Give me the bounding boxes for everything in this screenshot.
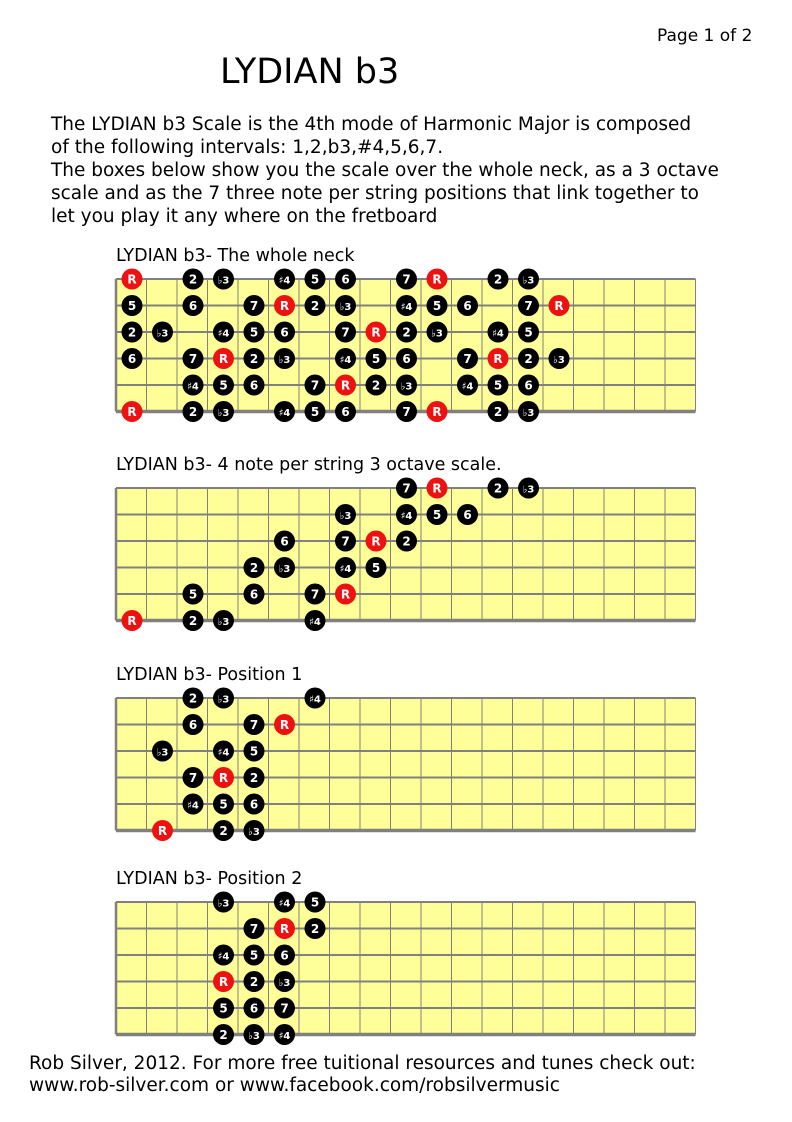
note-label: R: [218, 771, 229, 785]
note-label: 6: [249, 797, 259, 812]
note-label: ♯4: [461, 381, 474, 393]
note-label: R: [127, 614, 137, 628]
note-label: ♭3: [217, 617, 230, 628]
note-label: R: [371, 534, 381, 549]
note-label: ♭3: [217, 898, 230, 910]
note-label: 7: [463, 352, 472, 366]
note-label: R: [218, 352, 229, 366]
note-label: R: [340, 587, 351, 602]
note-label: 6: [188, 299, 198, 313]
note-label: R: [432, 481, 442, 496]
note-label: 6: [524, 378, 533, 393]
note-label: 2: [493, 405, 503, 419]
note-label: 5: [524, 325, 533, 340]
note-label: ♭3: [278, 564, 291, 575]
footer: [29, 1053, 696, 1097]
note-label: ♭3: [339, 302, 352, 313]
note-label: ♯4: [217, 747, 230, 759]
note-label: 7: [249, 299, 259, 313]
note-label: 5: [371, 352, 381, 366]
note-label: R: [493, 352, 503, 366]
note-label: 7: [310, 378, 320, 393]
note-label: ♭3: [248, 1031, 260, 1042]
note-label: 6: [402, 352, 411, 366]
intro-line: The boxes below show you the scale over the whole neck, as a 3 octave: [51, 160, 719, 181]
note-label: 6: [249, 378, 259, 393]
note-label: 6: [463, 299, 472, 313]
note-label: ♭3: [431, 328, 443, 340]
fretboard: [116, 902, 696, 1035]
note-label: 7: [402, 481, 411, 496]
note-label: 2: [493, 272, 503, 287]
note-label: 6: [249, 587, 259, 602]
note-label: 2: [310, 922, 320, 936]
note-label: 7: [402, 272, 411, 287]
note-label: 5: [493, 378, 503, 393]
note-label: ♯4: [187, 381, 199, 393]
note-label: 7: [188, 771, 198, 785]
note-label: 5: [371, 561, 381, 575]
note-label: ♭3: [156, 328, 169, 340]
note-label: ♭3: [217, 275, 230, 287]
note-label: ♯4: [400, 511, 413, 522]
diagram-title-position-2: LYDIAN b3- Position 2: [116, 869, 303, 889]
note-label: 2: [188, 272, 198, 287]
diagram-title-whole-neck: LYDIAN b3- The whole neck: [116, 246, 355, 266]
note-label: ♯4: [278, 408, 291, 419]
note-label: ♭3: [522, 484, 535, 496]
note-label: 7: [249, 922, 259, 936]
note-label: R: [432, 272, 442, 287]
note-label: ♯4: [400, 302, 413, 313]
note-label: ♭3: [339, 511, 352, 522]
note-label: R: [340, 378, 351, 393]
note-label: 2: [249, 771, 259, 785]
note-label: R: [279, 299, 290, 313]
note-label: 5: [219, 378, 228, 393]
note-label: ♯4: [278, 275, 291, 287]
note-label: ♯4: [278, 1031, 291, 1042]
note-label: 5: [249, 325, 259, 340]
note-label: ♯4: [492, 328, 504, 340]
note-label: 2: [249, 561, 259, 575]
note-label: R: [279, 922, 290, 936]
note-label: 2: [188, 691, 198, 706]
note-label: 6: [127, 352, 137, 366]
note-label: 2: [310, 299, 320, 313]
note-label: R: [218, 975, 229, 989]
footer-line: Rob Silver, 2012. For more free tuitional resources and tunes check out:: [29, 1053, 696, 1074]
note-label: 2: [188, 614, 198, 628]
note-label: ♭3: [248, 827, 260, 838]
note-label: 6: [280, 534, 289, 549]
note-label: 7: [249, 718, 259, 732]
note-label: 6: [249, 1001, 259, 1016]
note-label: 7: [341, 325, 350, 340]
note-label: ♭3: [217, 694, 230, 706]
intro-line: scale and as the 7 three note per string positions that link together to: [51, 183, 699, 204]
note-label: 5: [219, 1001, 228, 1016]
diagram-title-position-1: LYDIAN b3- Position 1: [116, 665, 303, 685]
note-label: R: [432, 405, 442, 419]
note-label: 6: [341, 272, 350, 287]
note-label: 5: [219, 797, 228, 812]
note-label: 7: [341, 534, 350, 549]
note-label: ♭3: [156, 747, 169, 759]
note-label: ♯4: [217, 951, 230, 963]
note-label: ♯4: [187, 800, 199, 812]
note-label: ♯4: [339, 355, 352, 366]
note-label: ♯4: [339, 564, 352, 575]
note-label: ♭3: [278, 978, 291, 989]
note-label: 2: [219, 1028, 228, 1042]
note-label: 6: [341, 405, 350, 419]
note-label: ♭3: [553, 355, 565, 366]
note-label: 5: [127, 299, 137, 313]
note-label: 5: [432, 508, 442, 522]
note-label: 5: [249, 948, 259, 963]
note-label: 7: [280, 1001, 289, 1016]
note-label: ♭3: [522, 408, 535, 419]
note-label: ♭3: [217, 408, 230, 419]
note-label: 6: [188, 718, 198, 732]
note-label: 5: [310, 405, 320, 419]
note-label: 7: [188, 352, 198, 366]
note-label: 2: [249, 975, 259, 989]
note-label: 5: [432, 299, 442, 313]
fretboard: [116, 698, 696, 831]
note-label: R: [157, 824, 168, 838]
note-label: 2: [127, 325, 137, 340]
intro-line: of the following intervals: 1,2,b3,#4,5,6,7.: [51, 137, 444, 158]
note-label: 7: [402, 405, 411, 419]
note-label: ♭3: [278, 355, 291, 366]
note-label: R: [127, 405, 137, 419]
note-label: 5: [310, 272, 320, 287]
note-label: ♯4: [217, 328, 230, 340]
intro-line: The LYDIAN b3 Scale is the 4th mode of Harmonic Major is composed: [51, 114, 692, 135]
note-label: 2: [188, 405, 198, 419]
note-label: 6: [280, 948, 289, 963]
note-label: 5: [249, 744, 259, 759]
note-label: 5: [188, 587, 198, 602]
note-label: ♯4: [278, 898, 291, 910]
note-label: 7: [310, 587, 320, 602]
note-label: 2: [402, 534, 411, 549]
note-label: 2: [249, 352, 259, 366]
note-label: 2: [402, 325, 411, 340]
intro-line: let you play it any where on the fretboard: [51, 206, 438, 227]
note-label: 2: [493, 481, 503, 496]
diagram-title-three-octave: LYDIAN b3- 4 note per string 3 octave scale.: [116, 455, 502, 475]
note-label: R: [371, 325, 381, 340]
page-number: Page 1 of 2: [657, 26, 753, 46]
page-title: LYDIAN b3: [220, 52, 400, 92]
note-label: ♭3: [400, 381, 413, 393]
note-label: ♯4: [309, 694, 321, 706]
note-label: R: [279, 718, 290, 732]
note-label: R: [127, 272, 137, 287]
note-label: 5: [310, 895, 320, 910]
note-label: ♯4: [309, 617, 321, 628]
note-label: 6: [280, 325, 289, 340]
note-label: 6: [463, 508, 472, 522]
note-label: 7: [524, 299, 533, 313]
note-label: 2: [371, 378, 381, 393]
note-label: R: [554, 299, 564, 313]
note-label: 2: [219, 824, 228, 838]
note-label: 2: [524, 352, 533, 366]
footer-line: www.rob-silver.com or www.facebook.com/robsilvermusic: [29, 1075, 560, 1096]
note-label: ♭3: [522, 275, 535, 287]
